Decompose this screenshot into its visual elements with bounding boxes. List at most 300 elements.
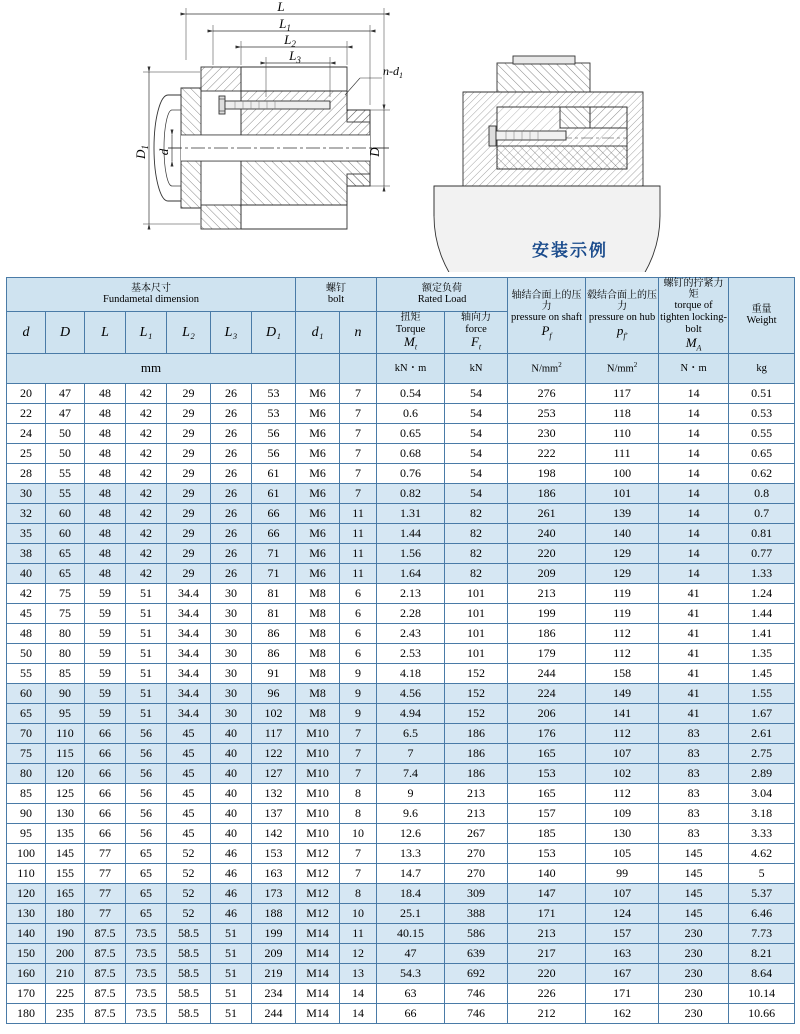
cell-MA: 145 — [659, 864, 729, 884]
cell-D1: 66 — [252, 524, 296, 544]
cell-L3: 26 — [211, 524, 252, 544]
cell-D: 130 — [46, 804, 85, 824]
cell-Mt: 2.53 — [377, 644, 445, 664]
cell-Weight: 3.04 — [729, 784, 795, 804]
cell-n: 7 — [340, 404, 377, 424]
cell-d: 48 — [7, 624, 46, 644]
cell-D: 190 — [46, 924, 85, 944]
cell-Ft: 213 — [445, 804, 508, 824]
cell-MA: 14 — [659, 484, 729, 504]
cell-d1: M12 — [296, 864, 340, 884]
cell-L3: 40 — [211, 744, 252, 764]
cell-Pf: 253 — [508, 404, 586, 424]
cell-L1: 73.5 — [126, 924, 167, 944]
cell-L3: 30 — [211, 684, 252, 704]
cell-D: 135 — [46, 824, 85, 844]
table-row — [7, 524, 795, 544]
cell-n: 11 — [340, 544, 377, 564]
cell-L3: 40 — [211, 724, 252, 744]
table-row — [7, 644, 795, 664]
cell-L2: 29 — [167, 504, 211, 524]
cell-L2: 58.5 — [167, 984, 211, 1004]
cell-Pf: 157 — [508, 804, 586, 824]
group-header-bolt-en: bolt — [327, 294, 345, 306]
cell-n: 7 — [340, 844, 377, 864]
group-header-shaft-en: pressure on shaft — [510, 312, 583, 324]
cell-d: 30 — [7, 484, 46, 504]
dim-label-L: L — [277, 0, 285, 14]
cell-L2: 52 — [167, 884, 211, 904]
cell-d1: M8 — [296, 604, 340, 624]
cell-MA: 41 — [659, 644, 729, 664]
cell-L: 48 — [85, 564, 126, 584]
cell-L2: 29 — [167, 544, 211, 564]
cell-D1: 199 — [252, 924, 296, 944]
cell-D: 210 — [46, 964, 85, 984]
cell-Mt: 7.4 — [377, 764, 445, 784]
cell-MA: 41 — [659, 684, 729, 704]
cell-L3: 46 — [211, 844, 252, 864]
cell-n: 6 — [340, 604, 377, 624]
col-header-L2: L₂ — [167, 312, 211, 354]
group-header-weight-en: Weight — [746, 315, 777, 327]
cell-Pf: 171 — [508, 904, 586, 924]
table-header — [7, 278, 795, 384]
cell-d: 38 — [7, 544, 46, 564]
cell-d1: M8 — [296, 664, 340, 684]
installation-example-caption: 安装示例 — [532, 241, 608, 261]
cell-L3: 51 — [211, 1004, 252, 1024]
cell-L1: 56 — [126, 824, 167, 844]
cell-Ft: 267 — [445, 824, 508, 844]
table-row — [7, 424, 795, 444]
cell-L1: 65 — [126, 844, 167, 864]
cell-d: 65 — [7, 704, 46, 724]
group-header-hub-pressure — [586, 278, 659, 354]
cell-pf: 163 — [586, 944, 659, 964]
cell-D: 115 — [46, 744, 85, 764]
table-row — [7, 724, 795, 744]
group-header-rated-load — [377, 278, 508, 312]
cell-L3: 26 — [211, 564, 252, 584]
cell-L2: 52 — [167, 864, 211, 884]
cell-Ft: 152 — [445, 684, 508, 704]
cell-pf: 112 — [586, 644, 659, 664]
cell-D: 75 — [46, 584, 85, 604]
cell-D: 120 — [46, 764, 85, 784]
cell-n: 7 — [340, 484, 377, 504]
table-row — [7, 844, 795, 864]
cell-Pf: 217 — [508, 944, 586, 964]
cell-Weight: 0.65 — [729, 444, 795, 464]
technical-drawing — [0, 0, 800, 272]
cell-Pf: 213 — [508, 584, 586, 604]
cell-D: 155 — [46, 864, 85, 884]
cell-Weight: 5.37 — [729, 884, 795, 904]
cell-L2: 29 — [167, 464, 211, 484]
cell-D: 180 — [46, 904, 85, 924]
cell-Pf: 147 — [508, 884, 586, 904]
cell-Mt: 13.3 — [377, 844, 445, 864]
cell-D: 90 — [46, 684, 85, 704]
cell-MA: 230 — [659, 1004, 729, 1024]
cell-D1: 91 — [252, 664, 296, 684]
cell-D: 50 — [46, 424, 85, 444]
cell-n: 13 — [340, 964, 377, 984]
cell-d1: M10 — [296, 764, 340, 784]
cell-MA: 230 — [659, 924, 729, 944]
cell-L: 48 — [85, 544, 126, 564]
cell-Weight: 1.55 — [729, 684, 795, 704]
cell-pf: 119 — [586, 584, 659, 604]
cell-D: 125 — [46, 784, 85, 804]
cell-Ft: 101 — [445, 604, 508, 624]
cell-D: 80 — [46, 624, 85, 644]
cell-D1: 66 — [252, 504, 296, 524]
group-header-shaft-sym: $P_f$ — [541, 322, 552, 341]
cell-L3: 40 — [211, 764, 252, 784]
group-header-bolt — [296, 278, 377, 312]
cell-Pf: 222 — [508, 444, 586, 464]
cell-n: 11 — [340, 564, 377, 584]
cell-Ft: 186 — [445, 764, 508, 784]
cell-Weight: 4.62 — [729, 844, 795, 864]
cell-pf: 112 — [586, 624, 659, 644]
table-row — [7, 544, 795, 564]
cell-L3: 30 — [211, 604, 252, 624]
cell-L1: 65 — [126, 904, 167, 924]
specification-table — [6, 277, 795, 1024]
cell-Mt: 2.43 — [377, 624, 445, 644]
cell-D1: 81 — [252, 604, 296, 624]
group-header-torque-en: torque of tighten locking-bolt — [660, 300, 727, 335]
unit-shaft-pressure: $N/mm^2$ — [508, 354, 586, 384]
cell-D: 55 — [46, 464, 85, 484]
group-header-hub-cn: 毂结合面上的压力 — [587, 289, 658, 312]
cell-n: 8 — [340, 784, 377, 804]
cell-Ft: 54 — [445, 444, 508, 464]
cell-d: 42 — [7, 584, 46, 604]
cell-L1: 56 — [126, 764, 167, 784]
cell-Pf: 209 — [508, 564, 586, 584]
cell-Weight: 8.64 — [729, 964, 795, 984]
table-row — [7, 784, 795, 804]
cell-L3: 40 — [211, 784, 252, 804]
table-row — [7, 464, 795, 484]
cell-D1: 102 — [252, 704, 296, 724]
cell-L: 59 — [85, 684, 126, 704]
cell-Weight: 6.46 — [729, 904, 795, 924]
cell-L: 59 — [85, 644, 126, 664]
group-header-hub-sym: $p_{f'}$ — [616, 322, 628, 341]
cell-D: 80 — [46, 644, 85, 664]
cell-Ft: 586 — [445, 924, 508, 944]
cell-D1: 142 — [252, 824, 296, 844]
cell-Weight: 0.51 — [729, 384, 795, 404]
cell-Mt: 2.28 — [377, 604, 445, 624]
cell-n: 11 — [340, 524, 377, 544]
cell-n: 7 — [340, 444, 377, 464]
cell-Weight: 2.89 — [729, 764, 795, 784]
cell-MA: 41 — [659, 624, 729, 644]
cell-L2: 45 — [167, 824, 211, 844]
cell-d: 180 — [7, 1004, 46, 1024]
cell-L1: 42 — [126, 544, 167, 564]
col-header-axial-cn: 轴向力 — [461, 312, 492, 324]
cell-L: 77 — [85, 884, 126, 904]
cell-D1: 71 — [252, 544, 296, 564]
cell-L2: 34.4 — [167, 644, 211, 664]
cell-pf: 171 — [586, 984, 659, 1004]
cell-d1: M6 — [296, 564, 340, 584]
cell-Weight: 1.45 — [729, 664, 795, 684]
cell-D: 85 — [46, 664, 85, 684]
dim-label-L3: $L_3$ — [289, 48, 301, 65]
cell-L3: 26 — [211, 444, 252, 464]
cell-n: 14 — [340, 984, 377, 1004]
cell-L: 66 — [85, 724, 126, 744]
cell-L3: 46 — [211, 864, 252, 884]
cell-L: 77 — [85, 844, 126, 864]
group-header-bolt-torque — [659, 278, 729, 354]
cell-pf: 140 — [586, 524, 659, 544]
cell-Weight: 0.53 — [729, 404, 795, 424]
cell-D: 110 — [46, 724, 85, 744]
cell-Ft: 639 — [445, 944, 508, 964]
cell-d: 120 — [7, 884, 46, 904]
cell-L2: 34.4 — [167, 584, 211, 604]
cell-d: 110 — [7, 864, 46, 884]
cell-MA: 41 — [659, 584, 729, 604]
cell-n: 10 — [340, 824, 377, 844]
cell-L3: 51 — [211, 924, 252, 944]
cell-Pf: 220 — [508, 544, 586, 564]
unit-n-blank — [340, 354, 377, 384]
cell-L1: 65 — [126, 884, 167, 904]
cell-Pf: 212 — [508, 1004, 586, 1024]
cell-D1: 153 — [252, 844, 296, 864]
cell-MA: 230 — [659, 984, 729, 1004]
cell-L1: 51 — [126, 584, 167, 604]
dim-label-L1: $L_1$ — [279, 16, 291, 33]
cell-Ft: 101 — [445, 624, 508, 644]
cell-Weight: 8.21 — [729, 944, 795, 964]
cell-L1: 51 — [126, 604, 167, 624]
cell-L1: 42 — [126, 424, 167, 444]
cell-n: 9 — [340, 704, 377, 724]
dim-label-n-d1: $n-d_1$ — [383, 64, 403, 80]
table-row — [7, 404, 795, 424]
cell-L2: 29 — [167, 444, 211, 464]
cell-d1: M6 — [296, 524, 340, 544]
cell-MA: 83 — [659, 724, 729, 744]
cell-Ft: 54 — [445, 404, 508, 424]
cell-Pf: 206 — [508, 704, 586, 724]
cell-L3: 40 — [211, 824, 252, 844]
cell-L1: 56 — [126, 804, 167, 824]
cell-pf: 162 — [586, 1004, 659, 1024]
cell-L3: 46 — [211, 884, 252, 904]
cell-Weight: 1.35 — [729, 644, 795, 664]
cell-Ft: 54 — [445, 464, 508, 484]
cell-n: 7 — [340, 864, 377, 884]
cell-MA: 41 — [659, 604, 729, 624]
cell-pf: 129 — [586, 544, 659, 564]
cell-D: 65 — [46, 544, 85, 564]
cell-L: 48 — [85, 484, 126, 504]
cell-d: 90 — [7, 804, 46, 824]
cell-pf: 110 — [586, 424, 659, 444]
group-header-basic-dimension — [7, 278, 296, 312]
cell-Mt: 63 — [377, 984, 445, 1004]
cell-n: 9 — [340, 684, 377, 704]
cell-L2: 58.5 — [167, 944, 211, 964]
table-row — [7, 584, 795, 604]
cell-Mt: 1.44 — [377, 524, 445, 544]
cell-D: 165 — [46, 884, 85, 904]
cell-n: 6 — [340, 584, 377, 604]
cell-pf: 102 — [586, 764, 659, 784]
cell-Mt: 9.6 — [377, 804, 445, 824]
cell-L: 66 — [85, 744, 126, 764]
cell-d: 45 — [7, 604, 46, 624]
cell-D: 95 — [46, 704, 85, 724]
cell-Pf: 199 — [508, 604, 586, 624]
cell-MA: 14 — [659, 384, 729, 404]
cell-pf: 130 — [586, 824, 659, 844]
cell-L2: 45 — [167, 744, 211, 764]
cell-MA: 14 — [659, 544, 729, 564]
cell-d1: M8 — [296, 584, 340, 604]
table-row — [7, 504, 795, 524]
cell-d: 170 — [7, 984, 46, 1004]
cell-Weight: 1.67 — [729, 704, 795, 724]
cell-D1: 127 — [252, 764, 296, 784]
cell-d: 80 — [7, 764, 46, 784]
cell-Pf: 240 — [508, 524, 586, 544]
unit-torque: kN・m — [377, 354, 445, 384]
unit-weight: kg — [729, 354, 795, 384]
cell-L1: 56 — [126, 744, 167, 764]
group-header-load-en: Rated Load — [417, 294, 467, 306]
cell-d1: M10 — [296, 744, 340, 764]
cell-L2: 29 — [167, 424, 211, 444]
cell-Ft: 152 — [445, 704, 508, 724]
cell-Ft: 152 — [445, 664, 508, 684]
table-row — [7, 904, 795, 924]
cell-d1: M14 — [296, 984, 340, 1004]
cell-D1: 117 — [252, 724, 296, 744]
col-header-torque-cn: 扭矩 — [400, 312, 421, 324]
cell-Pf: 186 — [508, 484, 586, 504]
cell-D1: 96 — [252, 684, 296, 704]
cell-d: 50 — [7, 644, 46, 664]
cell-pf: 109 — [586, 804, 659, 824]
table-body — [7, 384, 795, 1024]
cell-D1: 81 — [252, 584, 296, 604]
cell-L2: 34.4 — [167, 604, 211, 624]
cell-d1: M8 — [296, 624, 340, 644]
cell-d: 160 — [7, 964, 46, 984]
cell-L: 48 — [85, 444, 126, 464]
cell-L1: 51 — [126, 624, 167, 644]
cell-pf: 111 — [586, 444, 659, 464]
col-header-axial-en: force — [465, 323, 487, 335]
cell-d: 85 — [7, 784, 46, 804]
cell-L3: 40 — [211, 804, 252, 824]
cell-n: 7 — [340, 764, 377, 784]
cell-Pf: 140 — [508, 864, 586, 884]
col-header-torque-en: Torque — [395, 323, 426, 335]
cell-d: 28 — [7, 464, 46, 484]
cell-Weight: 1.33 — [729, 564, 795, 584]
cell-Mt: 1.56 — [377, 544, 445, 564]
cell-L1: 42 — [126, 524, 167, 544]
cell-n: 7 — [340, 744, 377, 764]
cell-L2: 34.4 — [167, 684, 211, 704]
cell-L3: 26 — [211, 384, 252, 404]
cell-D1: 209 — [252, 944, 296, 964]
table-row — [7, 684, 795, 704]
cell-d: 70 — [7, 724, 46, 744]
header-row-units — [7, 354, 795, 384]
cell-Pf: 185 — [508, 824, 586, 844]
cell-L1: 73.5 — [126, 984, 167, 1004]
cell-Weight: 2.75 — [729, 744, 795, 764]
table-row — [7, 764, 795, 784]
cell-L2: 34.4 — [167, 624, 211, 644]
cell-L3: 30 — [211, 704, 252, 724]
cell-L3: 46 — [211, 904, 252, 924]
cell-Mt: 25.1 — [377, 904, 445, 924]
cell-L3: 26 — [211, 484, 252, 504]
cell-MA: 83 — [659, 784, 729, 804]
cell-pf: 99 — [586, 864, 659, 884]
cell-d1: M6 — [296, 464, 340, 484]
cell-MA: 14 — [659, 464, 729, 484]
cell-Weight: 0.62 — [729, 464, 795, 484]
cell-Pf: 220 — [508, 964, 586, 984]
cell-L2: 29 — [167, 404, 211, 424]
cell-Mt: 54.3 — [377, 964, 445, 984]
cell-L1: 51 — [126, 704, 167, 724]
cell-D: 145 — [46, 844, 85, 864]
cell-D1: 173 — [252, 884, 296, 904]
cell-Pf: 179 — [508, 644, 586, 664]
cell-Mt: 0.76 — [377, 464, 445, 484]
cell-L: 66 — [85, 764, 126, 784]
cell-n: 8 — [340, 884, 377, 904]
cell-L3: 51 — [211, 964, 252, 984]
cell-L1: 42 — [126, 384, 167, 404]
cell-MA: 14 — [659, 424, 729, 444]
col-header-torque — [377, 312, 445, 354]
cell-L: 87.5 — [85, 984, 126, 1004]
table-row — [7, 824, 795, 844]
cell-MA: 14 — [659, 404, 729, 424]
cell-n: 12 — [340, 944, 377, 964]
cell-L: 59 — [85, 704, 126, 724]
cell-L1: 73.5 — [126, 944, 167, 964]
cell-MA: 14 — [659, 444, 729, 464]
group-header-load-cn: 额定负荷 — [422, 283, 463, 295]
cell-L3: 30 — [211, 664, 252, 684]
cell-L2: 29 — [167, 524, 211, 544]
cell-Weight: 0.81 — [729, 524, 795, 544]
cell-d: 140 — [7, 924, 46, 944]
cell-Pf: 176 — [508, 724, 586, 744]
cell-L2: 52 — [167, 904, 211, 924]
